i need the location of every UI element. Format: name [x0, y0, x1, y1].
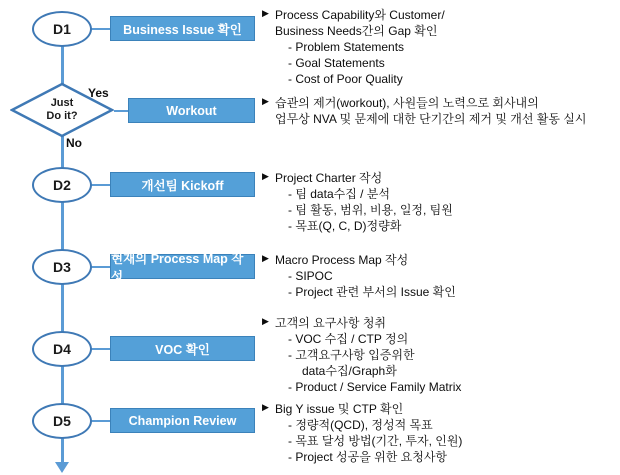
details-d4-line-3: - 고객요구사항 입증위한	[288, 347, 415, 362]
details-d4	[262, 316, 461, 396]
connector-d3-to-box	[90, 266, 112, 268]
box-workout[interactable]	[128, 98, 255, 123]
node-d3-label: D3	[53, 259, 71, 275]
node-d4-label: D4	[53, 341, 71, 357]
node-d5[interactable]	[32, 403, 92, 439]
node-d3[interactable]	[32, 249, 92, 285]
connector-d2-to-box	[90, 184, 112, 186]
details-d5	[262, 402, 462, 466]
decision-label-line-1: Just	[50, 97, 74, 110]
node-d1[interactable]	[32, 11, 92, 47]
box-kickoff-label: 개선팀 Kickoff	[141, 178, 224, 193]
details-d4-line-4: data수집/Graph화	[302, 363, 397, 378]
details-d5-line-2: - 정량적(QCD), 정성적 목표	[288, 417, 433, 432]
node-d2-label: D2	[53, 177, 71, 193]
box-kickoff[interactable]	[110, 172, 255, 197]
details-d2-line-3: - 팀 활동, 범위, 비용, 일정, 팀원	[288, 202, 453, 217]
details-d1-line-3: - Problem Statements	[288, 39, 405, 54]
node-d1-label: D1	[53, 21, 71, 37]
box-process-map[interactable]	[110, 251, 255, 284]
details-d3-line-3: - Project 관련 부서의 Issue 확인	[288, 284, 456, 299]
box-business-issue-label: Business Issue 확인	[123, 22, 242, 37]
details-workout-line-1: ▶ 습관의 제거(workout), 사원들의 노력으로 회사내의	[262, 96, 587, 112]
details-d2-line-2: - 팀 data수집 / 분석	[288, 186, 390, 201]
details-d1-line-2: Business Needs간의 Gap 확인	[275, 23, 438, 38]
box-workout-label: Workout	[166, 103, 217, 118]
decision-label-line-2: Do it?	[46, 110, 78, 122]
connector-d1-to-box	[90, 28, 112, 30]
details-d1-line-5: - Cost of Poor Quality	[288, 71, 403, 86]
decision-no-label: No	[66, 136, 82, 150]
connector-d4-to-box	[90, 348, 112, 350]
box-business-issue[interactable]	[110, 16, 255, 41]
node-d4[interactable]	[32, 331, 92, 367]
flow-connector-arrow-icon	[55, 462, 69, 473]
box-voc[interactable]	[110, 336, 255, 361]
details-d5-line-3: - 목표 달성 방법(기간, 투자, 인원)	[288, 433, 463, 448]
details-d1	[262, 8, 445, 88]
decision-yes-label: Yes	[88, 86, 109, 100]
details-d3-line-1: ▶ Macro Process Map 작성	[262, 253, 456, 269]
details-d5-line-4: - Project 성공을 위한 요청사항	[288, 449, 448, 464]
details-d2	[262, 171, 453, 235]
box-champion-review[interactable]	[110, 408, 255, 433]
connector-decision-to-workout	[114, 110, 128, 112]
details-d4-line-2: - VOC 수집 / CTP 정의	[288, 331, 409, 346]
box-voc-label: VOC 확인	[155, 342, 210, 357]
details-d3-line-2: - SIPOC	[288, 268, 333, 283]
details-d1-line-4: - Goal Statements	[288, 55, 385, 70]
details-d5-line-1: ▶ Big Y issue 및 CTP 확인	[262, 402, 462, 418]
details-d4-line-1: ▶ 고객의 요구사항 청취	[262, 316, 461, 332]
details-workout	[262, 96, 587, 128]
connector-d5-to-box	[90, 420, 112, 422]
details-d1-line-1: ▶ Process Capability와 Customer/	[262, 8, 445, 24]
details-d2-line-4: - 목표(Q, C, D)정량화	[288, 218, 402, 233]
box-champion-review-label: Champion Review	[128, 413, 237, 428]
details-d4-line-5: - Product / Service Family Matrix	[288, 379, 462, 394]
node-d2[interactable]	[32, 167, 92, 203]
node-d5-label: D5	[53, 413, 71, 429]
box-process-map-label: 현재의 Process Map 작성	[111, 251, 244, 284]
details-d2-line-1: ▶ Project Charter 작성	[262, 171, 453, 187]
details-d3	[262, 253, 456, 301]
details-workout-line-2: 업무상 NVA 및 문제에 대한 단기간의 제거 및 개선 활동 실시	[275, 111, 587, 126]
